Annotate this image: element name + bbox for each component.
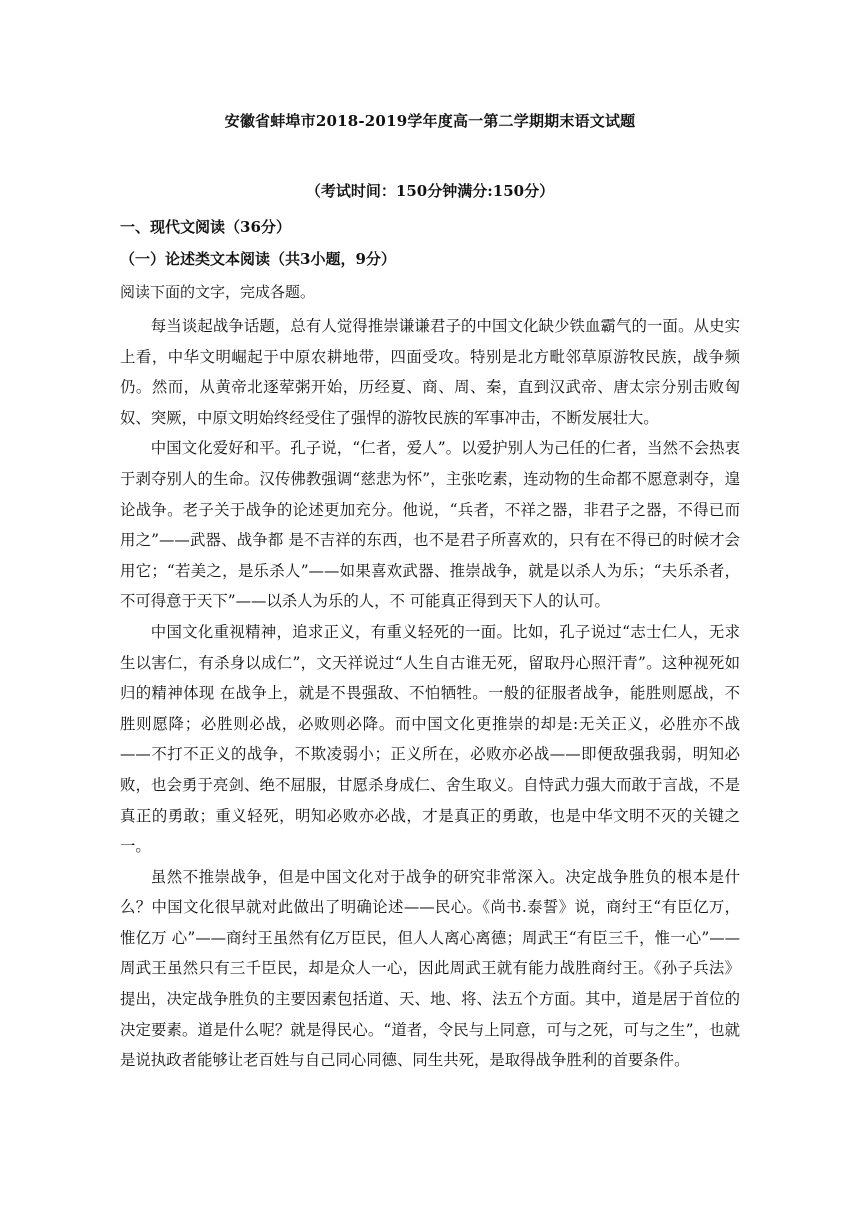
paragraph: 中国文化重视精神，追求正义，有重义轻死的一面。比如，孔子说过“志士仁人，无求生以害仁，有杀身以成仁”，文天祥说过“人生自古谁无死，留取丹心照汗青”。这种视死如归的精神体现 在战争上，就是不畏强敌、不怕牺牲。一般的征服者战争，能胜则愿战，不胜则愿降；必胜则必战，必败则必降。而中国文化更推崇的却是:无关正义，必胜亦不战——不打不正义的战争，不欺凌弱小；正义所在，必败亦必战——即便敌强我弱，明知必败，也会勇于亮剑、绝不屈服，甘愿杀身成仁、舍生取义。自恃武力强大而敢于言战，不是真正的勇敢；重义轻死，明知必败亦必战，才是真正的勇敢，也是中华文明不灭的关键之一。 [120, 622, 740, 856]
reading-instruction: 阅读下面的文字，完成各题。 [120, 283, 316, 301]
paragraph: 中国文化爱好和平。孔子说，“仁者，爱人”。以爱护别人为己任的仁者，当然不会热衷于剥夺别人的生命。汉传佛教强调“慈悲为怀”，主张吃素，连动物的生命都不愿意剥夺，遑论战争。老子关于战争的论述更加充分。他说，“兵者，不祥之器，非君子之器，不得已而用之”——武器、战争都 是不吉祥的东西，也不是君子所喜欢的，只有在不得已的时候才会用它；“若美之，是乐杀人”——如果喜欢武器、推崇战争，就是以杀人为乐；“夫乐杀者，不可得意于天下”——以杀人为乐的人，不 可能真正得到天下人的认可。 [120, 439, 740, 611]
document-title: 安徽省蚌埠市2018-2019学年度高一第二学期期末语文试题 [224, 112, 636, 130]
passage-body [120, 311, 740, 1076]
section-heading-argumentative-text: （一）论述类文本阅读（共3小题，9分） [120, 250, 396, 268]
paragraph: 每当谈起战争话题，总有人觉得推崇谦谦君子的中国文化缺少铁血霸气的一面。从史实上看，中华文明崛起于中原农耕地带，四面受攻。特别是北方毗邻草原游牧民族，战争频仍。然而，从黄帝北逐荤粥开始，历经夏、商、周、秦，直到汉武帝、唐太宗分别击败匈奴、突厥，中原文明始终经受住了强悍的游牧民族的军事冲击，不断发展壮大。 [120, 317, 740, 427]
exam-info: （考试时间：150分钟满分:150分） [305, 182, 555, 200]
paragraph: 虽然不推崇战争，但是中国文化对于战争的研究非常深入。决定战争胜负的根本是什么？中国文化很早就对此做出了明确论述——民心。《尚书.泰誓》说，商纣王“有臣亿万，惟亿万 心”——商纣王虽然有亿万臣民，但人人离心离德；周武王“有臣三千，惟一心”——周武王虽然只有三千臣民，却是众人一心，因此周武王就有能力战胜商纣王。《孙子兵法》提出，决定战争胜负的主要因素包括道、天、地、将、法五个方面。其中，道是居于首位的决定要素。道是什么呢？就是得民心。“道者，令民与上同意，可与之死，可与之生”，也就是说执政者能够让老百姓与自己同心同德、同生共死，是取得战争胜利的首要条件。 [120, 867, 740, 1070]
section-heading-modern-reading: 一、现代文阅读（36分） [120, 218, 291, 236]
